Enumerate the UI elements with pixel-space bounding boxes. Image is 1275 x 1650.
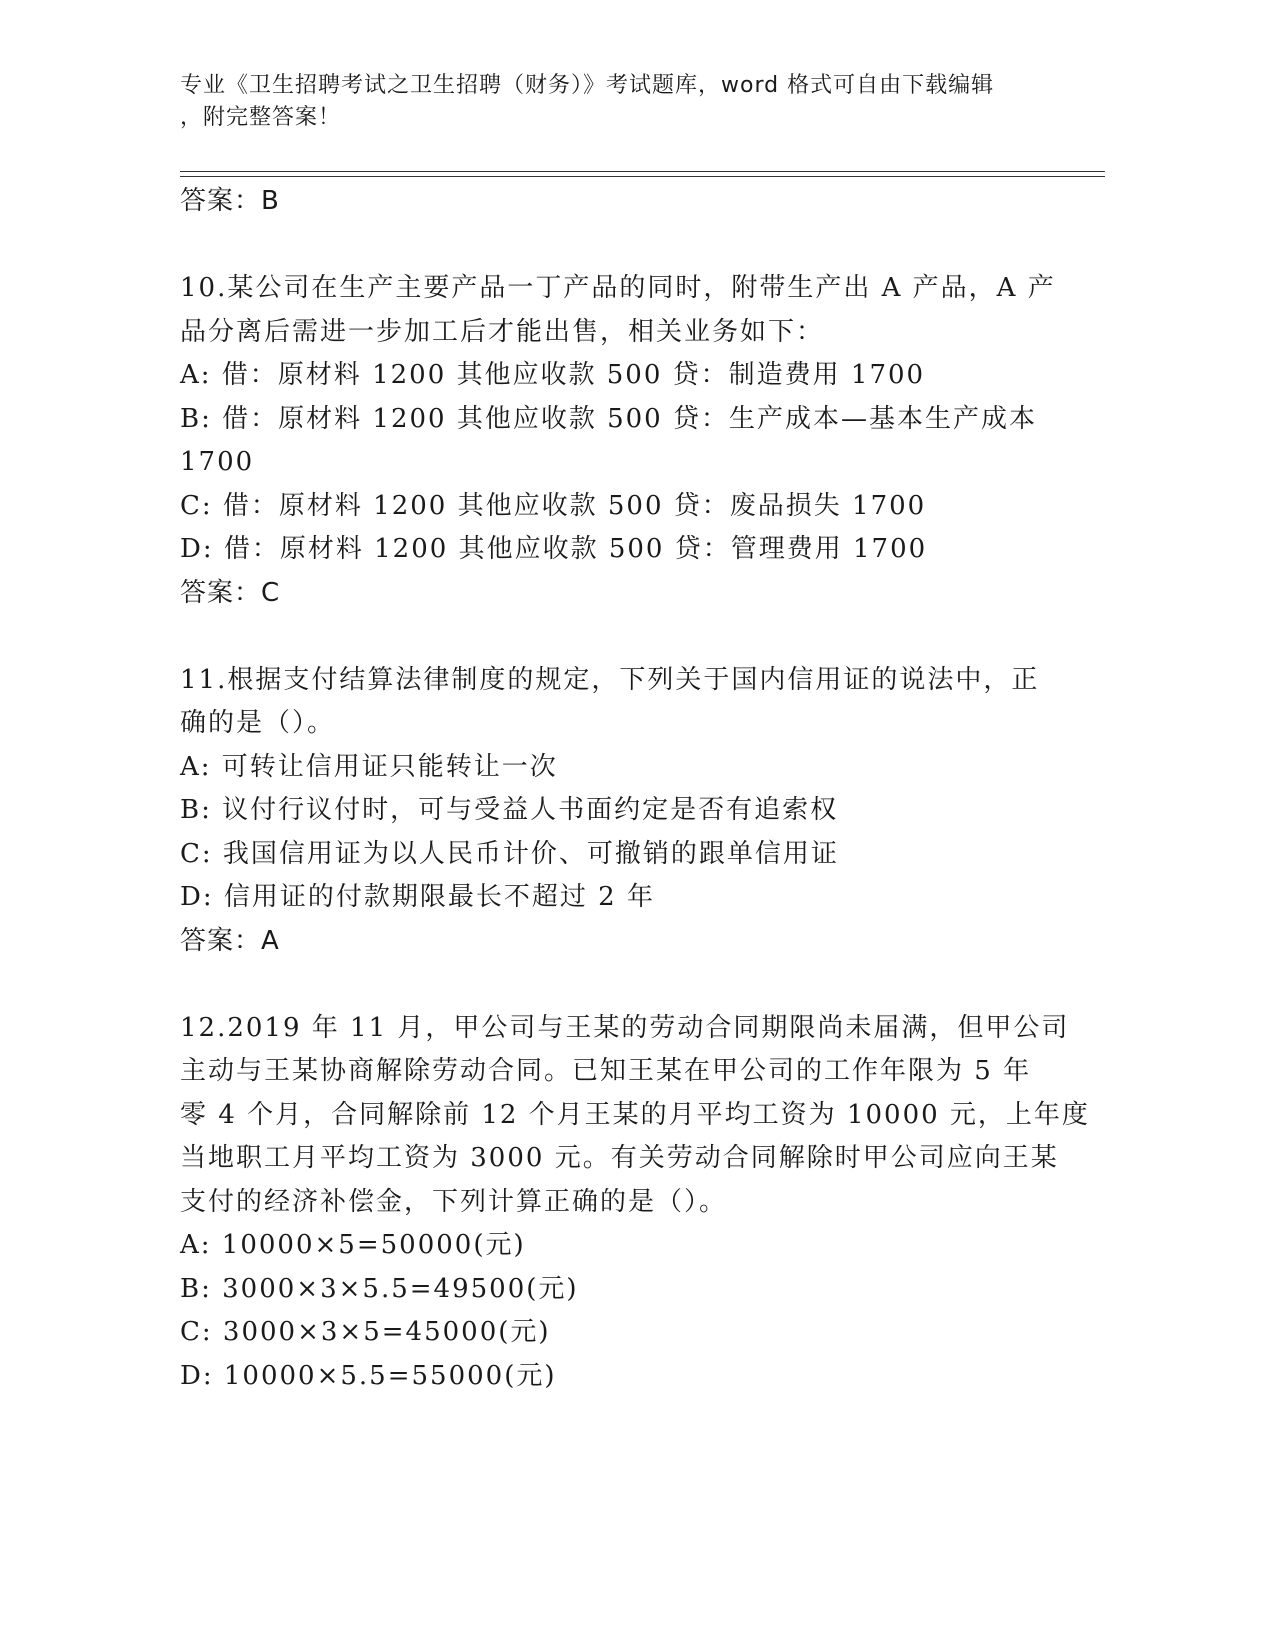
option-c: C: 我国信用证为以人民币计价、可撤销的跟单信用证: [180, 838, 839, 869]
option-b: B: 借：原材料 1200 其他应收款 500 贷：生产成本—基本生产成本: [180, 403, 1037, 434]
question-stem: 当地职工月平均工资为 3000 元。有关劳动合同解除时甲公司应向王某: [180, 1143, 1059, 1173]
question-12: [180, 1007, 1090, 1399]
header-divider-top: [180, 171, 1105, 172]
answer-q9: 答案：B: [180, 186, 280, 216]
question-stem: 确的是（）。: [180, 708, 336, 738]
spacer: [180, 224, 1060, 268]
option-d: D: 借：原材料 1200 其他应收款 500 贷：管理费用 1700: [180, 534, 928, 564]
question-stem: 主动与王某协商解除劳动合同。已知王某在甲公司的工作年限为 5 年: [180, 1056, 1032, 1086]
document-body: [180, 180, 1090, 1398]
question-stem: 10.某公司在生产主要产品一丁产品的同时，附带生产出 A 产品，A 产: [180, 273, 1056, 303]
option-c: C: 借：原材料 1200 其他应收款 500 贷：废品损失 1700: [180, 490, 927, 521]
spacer: [180, 615, 1060, 659]
question-10: [180, 267, 1060, 615]
answer-q10: 答案：C: [180, 577, 281, 608]
option-d: D: 10000×5.5=55000(元): [180, 1360, 557, 1391]
answer-q11: 答案：A: [180, 925, 280, 956]
question-stem: 零 4 个月，合同解除前 12 个月王某的月平均工资为 10000 元，上年度: [180, 1099, 1090, 1130]
option-a: A: 可转让信用证只能转让一次: [180, 751, 558, 782]
option-a: A: 10000×5=50000(元): [180, 1230, 526, 1260]
question-stem: 12.2019 年 11 月，甲公司与王某的劳动合同期限尚未届满，但甲公司: [180, 1012, 1070, 1043]
question-stem: 支付的经济补偿金，下列计算正确的是（）。: [180, 1186, 728, 1217]
header-line-2: ，附完整答案！: [180, 105, 342, 130]
option-b-continued: 1700: [180, 447, 255, 477]
header-line-1: 专业《卫生招聘考试之卫生招聘（财务）》考试题库，word 格式可自由下载编辑: [180, 73, 995, 98]
spacer: [180, 963, 1060, 1007]
option-d: D: 信用证的付款期限最长不超过 2 年: [180, 882, 655, 912]
option-a: A: 借：原材料 1200 其他应收款 500 贷：制造费用 1700: [180, 360, 926, 390]
option-b: B: 3000×3×5.5=49500(元): [180, 1273, 579, 1304]
document-header: [180, 70, 1060, 134]
question-stem: 11.根据支付结算法律制度的规定，下列关于国内信用证的说法中，正: [180, 664, 1040, 695]
option-b: B: 议付行议付时，可与受益人书面约定是否有追索权: [180, 795, 839, 825]
header-divider-bottom: [180, 176, 1105, 177]
question-11: [180, 659, 1060, 964]
question-stem: 品分离后需进一步加工后才能出售，相关业务如下：: [180, 316, 825, 347]
option-c: C: 3000×3×5=45000(元): [180, 1317, 551, 1347]
